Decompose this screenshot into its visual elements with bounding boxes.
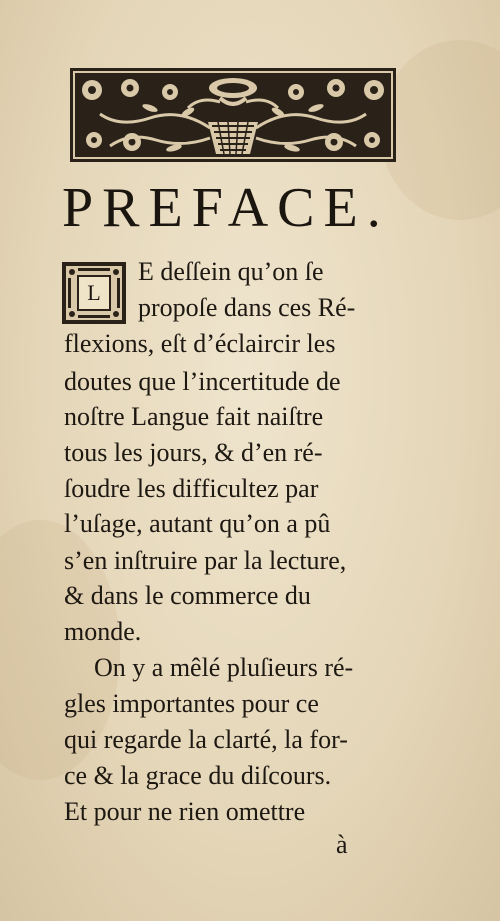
- text-line: & dans le commerce du: [64, 581, 311, 610]
- floral-basket-ornament-icon: [70, 68, 396, 162]
- decorated-initial: [62, 262, 126, 324]
- ornamental-headpiece: [70, 68, 396, 162]
- text-line: ſoudre les difficultez par: [64, 474, 319, 503]
- initial-letter: L: [87, 280, 101, 305]
- text-line: propoſe dans ces Ré-: [138, 293, 356, 322]
- catchword: à: [336, 830, 348, 859]
- text-line: l’uſage, autant qu’on a pû: [64, 509, 331, 538]
- text-line: doutes que l’incertitude de: [64, 367, 341, 396]
- text-line: tous les jours, & d’en ré-: [64, 438, 323, 467]
- text-line: monde.: [64, 617, 142, 646]
- text-line: On y a mêlé pluſieurs ré-: [94, 653, 354, 682]
- text-line: Et pour ne rien omettre: [64, 797, 306, 826]
- text-line: ce & la grace du diſcours.: [64, 761, 332, 790]
- text-line: qui regarde la clarté, la for-: [64, 725, 348, 754]
- text-line: s’en inſtruire par la lecture,: [64, 546, 347, 575]
- page-title: PREFACE.: [62, 177, 390, 239]
- text-line: gles importantes pour ce: [64, 689, 319, 718]
- text-line: noſtre Langue fait naiſtre: [64, 402, 324, 431]
- text-line: E deſſein qu’on ſe: [138, 257, 324, 286]
- text-line: flexions, eſt d’éclaircir les: [64, 329, 336, 358]
